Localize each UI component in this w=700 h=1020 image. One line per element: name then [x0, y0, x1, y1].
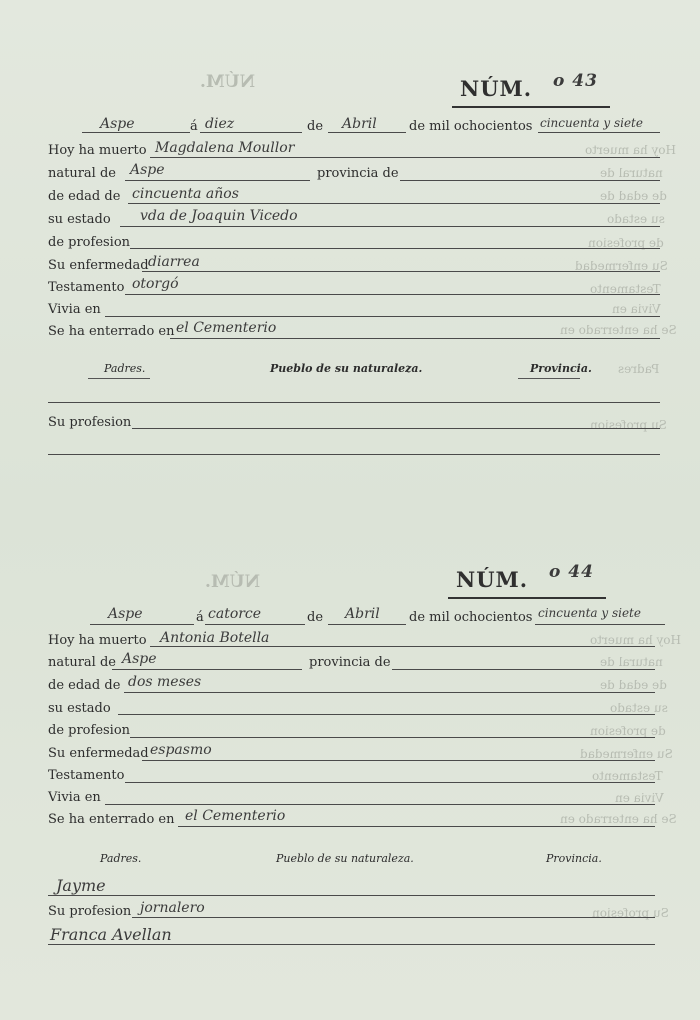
ghost-num-2: NÚM.: [205, 572, 261, 592]
deceased-name: Magdalena Moullor: [155, 140, 295, 156]
label-profesion: de profesion: [48, 723, 131, 738]
ghost-profesion-2: de profesion: [590, 724, 666, 738]
label-provincia: provincia de: [317, 166, 399, 181]
label-enterrado: Se ha enterrado en: [48, 324, 175, 339]
label-vivia: Vivia en: [48, 302, 101, 317]
ghost-enfermedad-1: Su enfermedad: [575, 259, 668, 273]
label-mil: de mil ochocientos: [409, 119, 533, 134]
header-provincia: Provincia.: [530, 362, 592, 375]
label-edad: de edad de: [48, 678, 121, 693]
ghost-enfermedad-2: Su enfermedad: [580, 747, 673, 761]
entry-number-label: NÚM. o 44: [456, 567, 528, 592]
header-pueblo: Pueblo de su naturaleza.: [270, 362, 423, 375]
ghost-suprof-1: Su profesion: [590, 418, 667, 432]
year-text: cincuenta y siete: [538, 606, 641, 620]
label-hoy: Hoy ha muerto: [48, 633, 147, 648]
su-profesion: jornalero: [140, 900, 205, 916]
enterrado: el Cementerio: [176, 320, 277, 336]
label-edad: de edad de: [48, 189, 121, 204]
header-provincia: Provincia.: [546, 852, 602, 865]
ghost-testamento-1: Testamento: [590, 282, 661, 296]
label-de: de: [307, 610, 324, 625]
ghost-testamento-2: Testamento: [592, 769, 663, 783]
label-natural: natural de: [48, 655, 116, 670]
label-natural: natural de: [48, 166, 116, 181]
deceased-name: Antonia Botella: [160, 630, 270, 646]
day: diez: [205, 116, 235, 132]
label-hoy: Hoy ha muerto: [48, 143, 147, 158]
entry-number: o 44: [549, 562, 594, 582]
enterrado: el Cementerio: [185, 808, 286, 824]
age: cincuenta años: [132, 186, 239, 202]
label-provincia: provincia de: [309, 655, 391, 670]
label-estado: su estado: [48, 212, 111, 227]
ghost-estado-2: su estado: [610, 701, 668, 715]
natural-place: Aspe: [130, 162, 165, 178]
enfermedad: diarrea: [148, 254, 200, 270]
label-su-profesion: Su profesion: [48, 904, 132, 919]
ghost-edad-1: de edad de: [600, 189, 667, 203]
label-testamento: Testamento: [48, 768, 125, 783]
ghost-natural-1: natural de: [600, 166, 663, 180]
month: Abril: [342, 116, 377, 132]
label-su-profesion: Su profesion: [48, 415, 132, 430]
place: Aspe: [108, 606, 143, 622]
entry-number-label: NÚM. o 43: [460, 76, 532, 101]
label-enfermedad: Su enfermedad: [48, 258, 149, 273]
label-enfermedad: Su enfermedad: [48, 746, 149, 761]
place: Aspe: [100, 116, 135, 132]
year-text: cincuenta y siete: [540, 116, 643, 130]
label-a: á: [190, 119, 198, 134]
entry-number: o 43: [553, 71, 598, 91]
label-profesion: de profesion: [48, 235, 131, 250]
natural-place: Aspe: [122, 651, 157, 667]
ghost-profesion-1: de profesion: [588, 236, 664, 250]
label-testamento: Testamento: [48, 280, 125, 295]
ghost-suprof-2: Su profesion: [592, 906, 669, 920]
enfermedad: espasmo: [150, 742, 212, 758]
label-mil: de mil ochocientos: [409, 610, 533, 625]
label-enterrado: Se ha enterrado en: [48, 812, 175, 827]
day: catorce: [208, 606, 262, 622]
madre: Franca Avellan: [50, 925, 172, 944]
ghost-estado-1: su estado: [607, 212, 665, 226]
estado: vda de Joaquin Vicedo: [140, 208, 298, 224]
ghost-padres-1: Padres: [618, 362, 660, 376]
label-a: á: [196, 610, 204, 625]
ghost-hoy-1: Hoy ha muerto: [585, 143, 676, 157]
header-padres: Padres.: [100, 852, 142, 865]
label-estado: su estado: [48, 701, 111, 716]
header-padres: Padres.: [104, 362, 146, 375]
ghost-num-1: NÚM.: [200, 72, 256, 92]
ghost-vivia-2: Vivia en: [615, 791, 664, 805]
ghost-vivia-1: Vivia en: [612, 302, 661, 316]
testamento: otorgó: [132, 276, 179, 292]
label-vivia: Vivia en: [48, 790, 101, 805]
padre: Jayme: [56, 876, 106, 895]
ghost-natural-2: natural de: [600, 655, 663, 669]
ghost-hoy-2: Hoy ha muerto: [590, 633, 681, 647]
ghost-enterrado-1: Se ha enterrado en: [560, 323, 677, 337]
header-pueblo: Pueblo de su naturaleza.: [276, 852, 414, 865]
ghost-edad-2: de edad de: [600, 678, 667, 692]
month: Abril: [345, 606, 380, 622]
ghost-enterrado-2: Se ha enterrado en: [560, 812, 677, 826]
label-de: de: [307, 119, 324, 134]
age: dos meses: [128, 674, 202, 690]
